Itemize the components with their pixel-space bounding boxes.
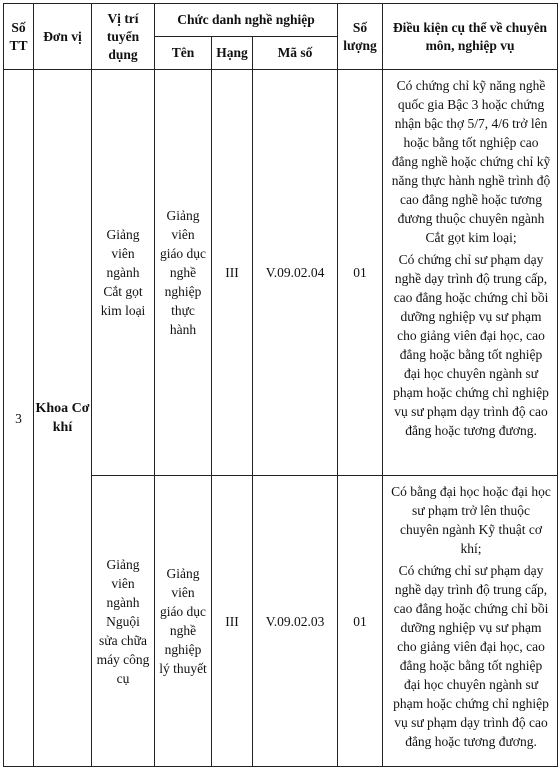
cell-so-luong: 01 (338, 70, 383, 476)
header-dieu-kien: Điều kiện cụ thể về chuyên môn, nghiệp vụ (383, 4, 558, 70)
header-don-vi: Đơn vị (34, 4, 92, 70)
cell-hang: III (212, 70, 253, 476)
header-chuc-danh: Chức danh nghề nghiệp (155, 4, 338, 37)
cell-so-luong: 01 (338, 476, 383, 767)
condition-paragraph: Có bằng đại học hoặc đại học sư phạm trở lên thuộc chuyên ngành Kỹ thuật cơ khí; (391, 484, 551, 556)
header-vi-tri: Vị trí tuyển dụng (92, 4, 155, 70)
cell-dieu-kien (383, 476, 558, 767)
cell-ten: Giảng viên giáo dục nghề nghiệp lý thuyết (155, 476, 212, 767)
cell-vi-tri: Giảng viên ngành Nguội sửa chữa máy công cụ (92, 476, 155, 767)
header-so-luong: Số lượng (338, 4, 383, 70)
condition-paragraph: Có chứng chỉ sư phạm dạy nghề dạy trình độ trung cấp, cao đẳng hoặc chứng chỉ bồi dưỡng nghiệp vụ sư phạm cho giảng viên đại học, cao đẳng hoặc bằng tốt nghiệp đại học chuyên ngành sư phạm hoặc chứng chỉ nghiệp vụ sư phạm dạy trình độ cao đẳng hoặc tương đương. (393, 252, 549, 438)
header-row-1 (4, 4, 558, 37)
cell-don-vi: Khoa Cơ khí (34, 70, 92, 767)
cell-dieu-kien (383, 70, 558, 476)
cell-ma-so: V.09.02.04 (253, 70, 338, 476)
cell-vi-tri: Giảng viên ngành Cắt gọt kim loại (92, 70, 155, 476)
header-stt: Số TT (4, 4, 34, 70)
condition-paragraph: Có chứng chỉ kỹ năng nghề quốc gia Bậc 3 hoặc chứng nhận bậc thợ 5/7, 4/6 trở lên hoặc bằng tốt nghiệp cao đẳng nghề hoặc chứng chỉ kỹ năng thực hành nghề trình độ cao đẳng nghề hoặc tương đương thuộc chuyên ngành Cắt gọt kim loại; (391, 78, 551, 245)
cell-hang: III (212, 476, 253, 767)
cell-ten: Giảng viên giáo dục nghề nghiệp thực hành (155, 70, 212, 476)
condition-paragraph: Có chứng chỉ sư phạm dạy nghề dạy trình độ trung cấp, cao đẳng hoặc chứng chỉ bồi dưỡng nghiệp vụ sư phạm cho giảng viên đại học, cao đẳng hoặc bằng tốt nghiệp đại học chuyên ngành sư phạm hoặc chứng chỉ nghiệp vụ sư phạm dạy trình độ cao đẳng hoặc tương đương. (393, 563, 549, 749)
header-hang: Hạng (212, 37, 253, 70)
header-ten: Tên (155, 37, 212, 70)
header-ma-so: Mã số (253, 37, 338, 70)
recruitment-table (3, 3, 558, 767)
cell-stt: 3 (4, 70, 34, 767)
table-row (4, 70, 558, 476)
cell-ma-so: V.09.02.03 (253, 476, 338, 767)
